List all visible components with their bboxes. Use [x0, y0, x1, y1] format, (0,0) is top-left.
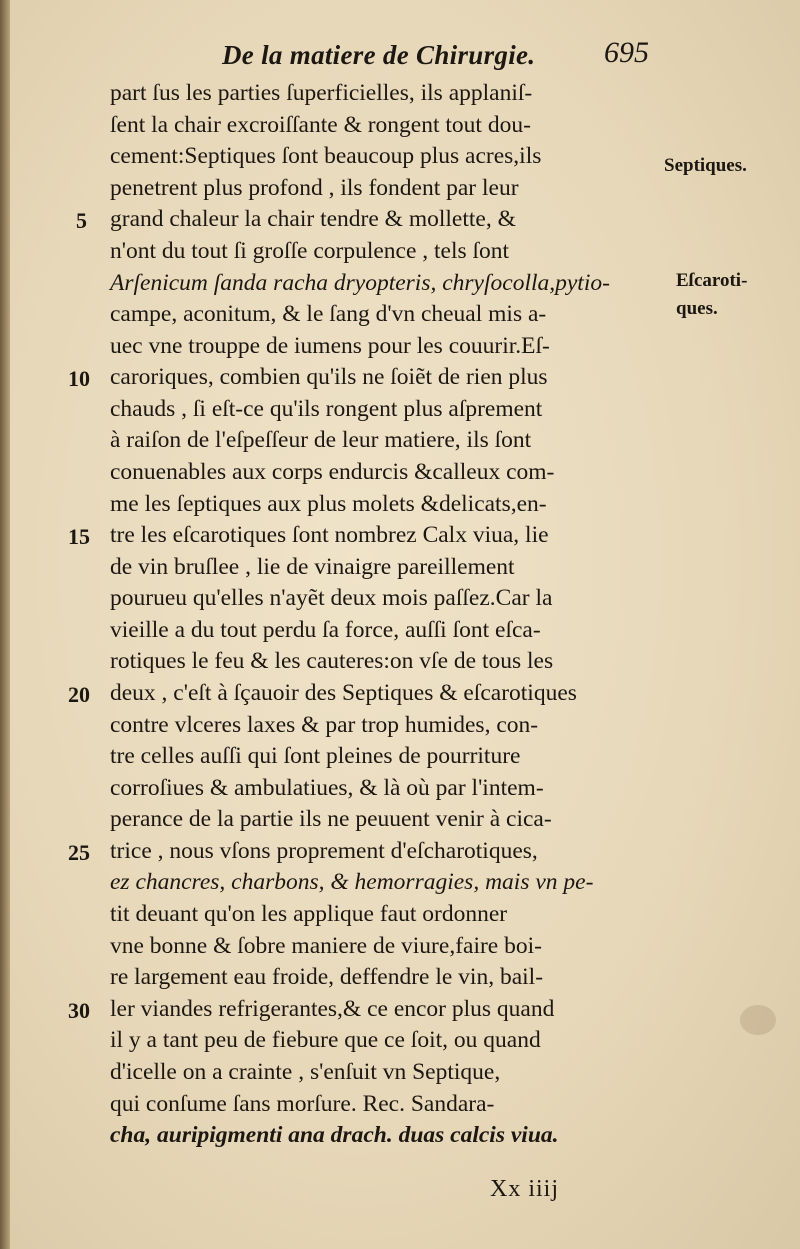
text-line: de vin bruſlee , lie de vinaigre pareillement [110, 554, 515, 580]
line-number: 25 [68, 840, 90, 865]
text-line: vne bonne & ſobre maniere de viure,faire boi- [110, 933, 542, 959]
text-line: à raiſon de l'eſpeſſeur de leur matiere, ils ſont [110, 427, 532, 453]
text-line: rotiques le feu & les cauteres:on vſe de tous les [110, 648, 554, 674]
text-line: penetrent plus profond , ils fondent par leur [110, 175, 519, 201]
line-number: 15 [68, 524, 90, 549]
text-line: part ſus les parties ſuperficielles, ils applaniſ- [110, 80, 533, 106]
running-header: De la matiere de Chirurgie. [222, 40, 536, 70]
text-line: cement:Septiques ſont beaucoup plus acres,ils [110, 143, 542, 169]
text-line: tit deuant qu'on les applique faut ordonner [110, 901, 508, 927]
line-number: 10 [68, 366, 90, 391]
text-line: vieille a du tout perdu ſa force, auſſi ſont eſca- [110, 617, 541, 643]
text-line: tre celles auſſi qui ſont pleines de pourriture [110, 743, 521, 769]
text-line: uec vne trouppe de iumens pour les couurir.Eſ- [110, 333, 550, 359]
text-line: ſent la chair excroiſſante & rongent tout dou- [110, 112, 531, 138]
text-line: n'ont du tout ſi groſſe corpulence , tels ſont [110, 238, 510, 264]
text-line: il y a tant peu de fiebure que ce ſoit, ou quand [110, 1027, 541, 1053]
text-line: me les ſeptiques aux plus molets &delicats,en- [110, 491, 547, 517]
page-number: 695 [604, 36, 649, 69]
text-line: tre les eſcarotiques ſont nombrez Calx viua, lie [110, 522, 549, 548]
text-line: pourueu qu'elles n'ayẽt deux mois paſſez.Car la [110, 585, 553, 611]
text-line: conuenables aux corps endurcis &calleux com- [110, 459, 555, 485]
text-line: perance de la partie ils ne peuuent venir à cica- [110, 806, 552, 832]
paper-stain [740, 1005, 776, 1035]
margin-note-septiques: Septiques. [664, 155, 747, 176]
text-line: qui conſume ſans morſure. Rec. Sandara- [110, 1091, 495, 1117]
text-line: d'icelle on a crainte , s'enſuit vn Septique, [110, 1059, 501, 1085]
text-line: Arſenicum ſanda racha dryopteris, chryſocolla,pytio- [110, 270, 610, 296]
line-number: 30 [68, 998, 90, 1023]
line-number: 5 [76, 208, 87, 233]
book-spine-shadow [0, 0, 10, 1249]
text-line: chauds , ſi eſt-ce qu'ils rongent plus aſprement [110, 396, 543, 422]
text-line: ez chancres, charbons, & hemorragies, mais vn pe- [110, 869, 594, 895]
text-line: trice , nous vſons proprement d'eſcharotiques, [110, 838, 538, 864]
line-number: 20 [68, 682, 90, 707]
text-line: caroriques, combien qu'ils ne ſoiẽt de rien plus [110, 364, 548, 390]
text-line: campe, aconitum, & le ſang d'vn cheual mis a- [110, 301, 547, 327]
margin-note-escarotiques-cont: ques. [676, 298, 718, 319]
text-line: cha, auripigmenti ana drach. duas calcis viua. [110, 1122, 559, 1148]
text-line: corroſiues & ambulatiues, & là où par l'intem- [110, 775, 544, 801]
text-line: re largement eau froide, deffendre le vin, bail- [110, 964, 544, 990]
signature-mark: Xx iiij [490, 1176, 560, 1202]
text-line: contre vlceres laxes & par trop humides, con- [110, 712, 539, 738]
text-line: grand chaleur la chair tendre & mollette, & [110, 206, 516, 232]
text-line: deux , c'eſt à ſçauoir des Septiques & eſcarotiques [110, 680, 577, 706]
text-line: ler viandes refrigerantes,& ce encor plus quand [110, 996, 555, 1022]
margin-note-escarotiques: Eſcaroti- [676, 270, 748, 291]
